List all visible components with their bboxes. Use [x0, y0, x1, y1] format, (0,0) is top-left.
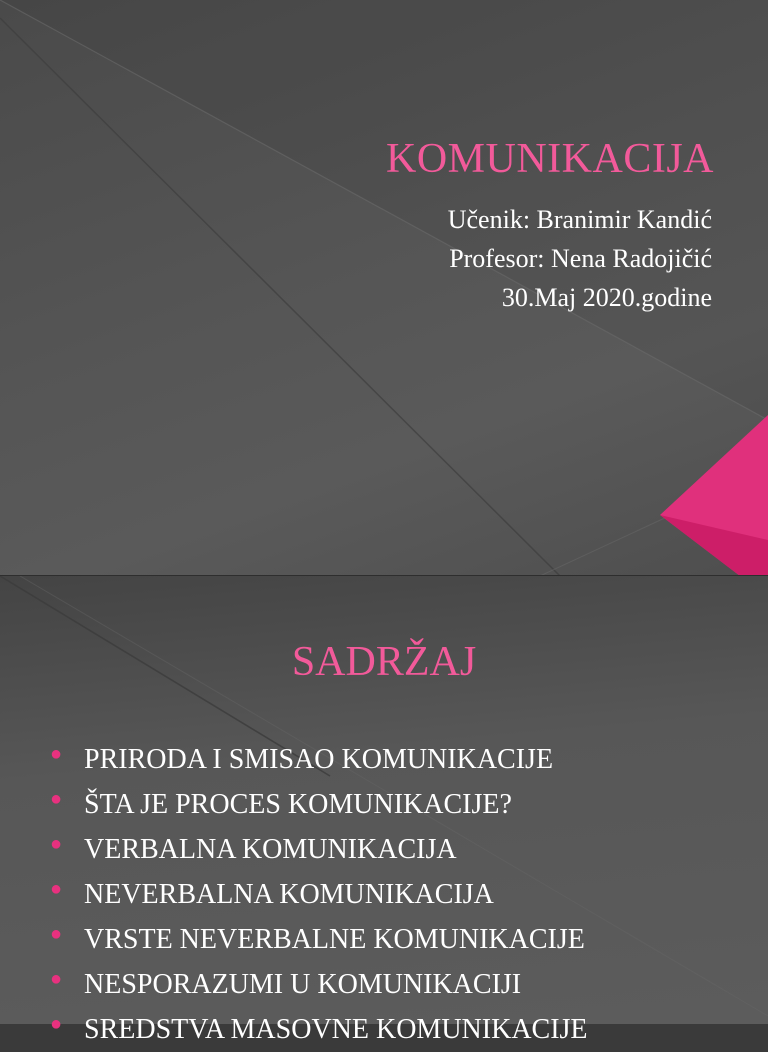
- presentation-title: KOMUNIKACIJA: [386, 136, 714, 182]
- bullet-icon: ●: [50, 743, 63, 765]
- contents-title: SADRŽAJ: [291, 639, 477, 685]
- list-item: ● VERBALNA KOMUNIKACIJA: [50, 833, 457, 865]
- list-item: ● ŠTA JE PROCES KOMUNIKACIJE?: [50, 788, 512, 820]
- list-item: ● VRSTE NEVERBALNE KOMUNIKACIJE: [50, 923, 585, 955]
- list-item: ● NEVERBALNA KOMUNIKACIJA: [50, 878, 494, 910]
- contents-list: [44, 737, 588, 1052]
- subtitle-block: [448, 200, 712, 317]
- bullet-icon: ●: [50, 878, 63, 900]
- bullet-icon: ●: [50, 833, 63, 855]
- list-item: ● PRIRODA I SMISAO KOMUNIKACIJE: [50, 743, 554, 775]
- list-item: ● SREDSTVA MASOVNE KOMUNIKACIJE: [50, 1013, 588, 1045]
- bullet-icon: ●: [50, 968, 63, 990]
- presentation-date: 30.Maj 2020.godine: [501, 283, 712, 312]
- list-item: ● NESPORAZUMI U KOMUNIKACIJI: [50, 968, 522, 1000]
- professor-name: Profesor: Nena Radojičić: [449, 244, 712, 273]
- bullet-icon: ●: [50, 923, 63, 945]
- bullet-icon: ●: [50, 1013, 63, 1035]
- student-name: Učenik: Branimir Kandić: [447, 205, 712, 234]
- bullet-icon: ●: [50, 788, 63, 810]
